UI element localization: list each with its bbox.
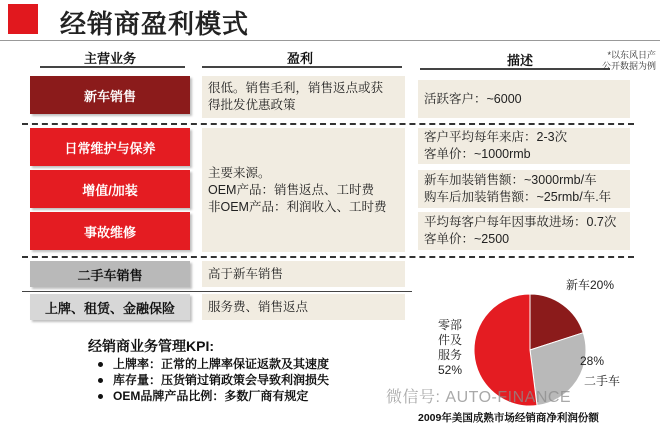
desc-accident bbox=[418, 212, 630, 250]
header-business-underline bbox=[40, 66, 185, 68]
source-note-line: 公开数据为例 bbox=[601, 61, 656, 71]
profit-new-car bbox=[202, 76, 405, 118]
kpi-title: 经销商业务管理KPI: bbox=[88, 338, 214, 354]
pie-label-parts-line: 件及 bbox=[437, 333, 462, 347]
profit-used-car bbox=[202, 261, 405, 287]
source-note bbox=[560, 50, 656, 72]
kpi-item bbox=[98, 388, 418, 404]
biz-accident: 事故维修 bbox=[30, 212, 190, 250]
profit-after-sales-line: 非OEM产品：利润收入、工时费 bbox=[208, 199, 387, 214]
desc-maintenance-line: 客户平均每年来店：2-3次 bbox=[424, 130, 568, 144]
section-divider-bottom bbox=[22, 256, 634, 258]
bullet-icon bbox=[98, 362, 103, 367]
desc-maintenance bbox=[418, 128, 630, 164]
pie-label-used-car: 二手车 bbox=[584, 374, 621, 388]
desc-addon-line: 新车加装销售额：~3000rmb/车 bbox=[424, 173, 597, 187]
kpi-list bbox=[98, 356, 418, 404]
bullet-icon bbox=[98, 378, 103, 383]
biz-maintenance: 日常维护与保养 bbox=[30, 128, 190, 166]
pie-label-parts-line: 零部 bbox=[437, 318, 462, 332]
title-marker bbox=[8, 4, 38, 34]
pie-label-parts bbox=[434, 318, 466, 378]
kpi-item-text: OEM品牌产品比例：多数厂商有规定 bbox=[113, 389, 309, 403]
pie-label-new-car: 新车20% bbox=[566, 278, 615, 292]
section-divider-top bbox=[22, 123, 634, 125]
bullet-icon bbox=[98, 394, 103, 399]
kpi-item bbox=[98, 356, 418, 372]
profit-new-car-line: 得批发优惠政策 bbox=[208, 98, 296, 112]
desc-addon-line: 购车后加装销售额：~25rmb/车.年 bbox=[424, 190, 612, 204]
biz-used-car: 二手车销售 bbox=[30, 261, 190, 287]
biz-finance: 上牌、租赁、金融保险 bbox=[30, 294, 190, 320]
kpi-item-text: 上牌率：正常的上牌率保证返款及其速度 bbox=[113, 357, 330, 371]
desc-accident-line: 客单价：~2500 bbox=[424, 232, 510, 246]
profit-finance-text: 服务费、销售返点 bbox=[208, 299, 309, 314]
pie-label-parts-line: 服务 bbox=[437, 348, 462, 362]
title-divider bbox=[0, 40, 660, 41]
row-divider bbox=[22, 291, 412, 292]
page-title: 经销商盈利模式 bbox=[60, 9, 250, 39]
header-desc: 描述 bbox=[506, 53, 533, 68]
profit-finance bbox=[202, 294, 405, 320]
source-note-line: *以东风日产 bbox=[607, 50, 656, 60]
kpi-item-text: 库存量：压货销过销政策会导致利润损失 bbox=[113, 373, 330, 387]
profit-after-sales-line: 主要来源。 bbox=[208, 165, 271, 180]
profit-after-sales-line: OEM产品：销售返点、工时费 bbox=[208, 182, 374, 197]
desc-maintenance-line: 客单价：~1000rmb bbox=[424, 147, 531, 161]
profit-after-sales bbox=[202, 128, 405, 252]
biz-addon: 增值/加装 bbox=[30, 170, 190, 208]
header-profit-underline bbox=[202, 66, 402, 68]
desc-new-car bbox=[418, 80, 630, 118]
chart-caption: 2009年美国成熟市场经销商净利润份额 bbox=[418, 412, 599, 424]
pie-label-parts-value: 52% bbox=[437, 363, 463, 377]
pie-label-used-car-value: 28% bbox=[580, 354, 605, 368]
profit-used-car-text: 高于新车销售 bbox=[208, 266, 284, 281]
watermark: 微信号: AUTO-FINANCE bbox=[386, 389, 572, 406]
header-profit: 盈利 bbox=[286, 51, 313, 66]
profit-new-car-line: 很低。销售毛利，销售返点或获 bbox=[208, 81, 384, 95]
desc-accident-line: 平均每客户每年因事故进场：0.7次 bbox=[424, 215, 617, 229]
header-business: 主营业务 bbox=[83, 51, 136, 66]
biz-new-car: 新车销售 bbox=[30, 76, 190, 114]
kpi-item bbox=[98, 372, 418, 388]
desc-new-car-line: 活跃客户：~6000 bbox=[424, 91, 522, 106]
desc-addon bbox=[418, 170, 630, 208]
